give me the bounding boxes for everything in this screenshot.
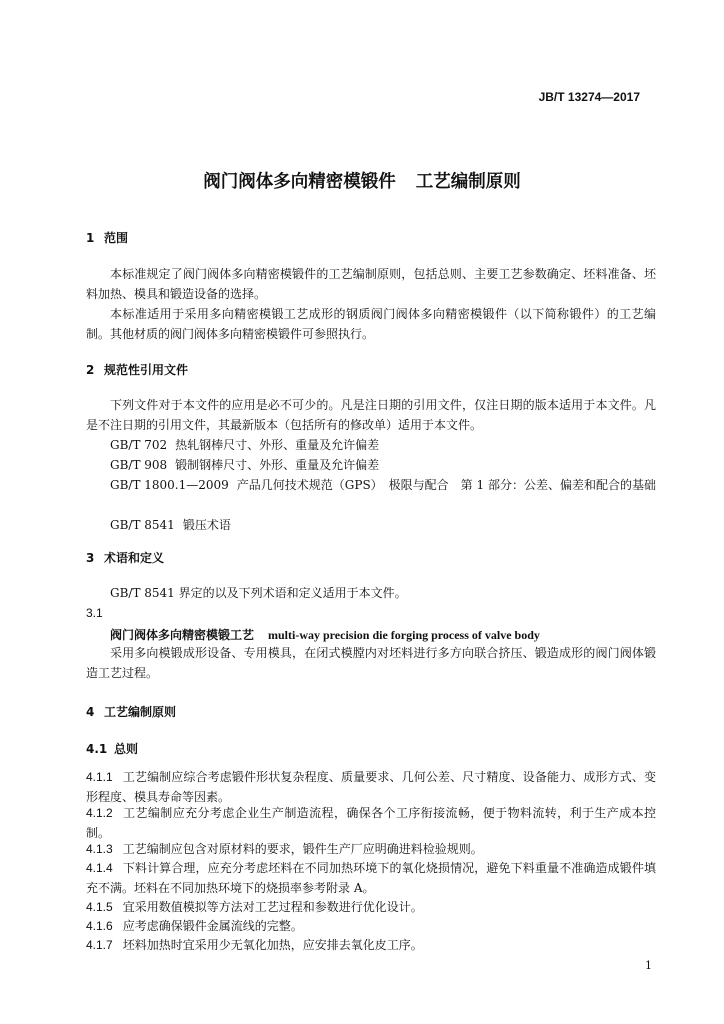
section-title: 规范性引用文件: [104, 363, 189, 377]
section-title: 术语和定义: [104, 551, 165, 565]
reference-code: GB/T 908: [110, 458, 168, 472]
clause-text: 下料计算合理，应充分考虑坯料在不同加热环境下的氧化烧损情况，避免下料重量不准确造成锻件填充不满。坯料在不同加热环境下的烧损率参考附录 A。: [86, 861, 656, 895]
reference-item: [86, 475, 656, 495]
clause-text: 工艺编制应充分考虑企业生产制造流程，确保各个工序衔接流畅，便于物料流转，利于生产成本控制。: [86, 806, 656, 840]
reference-name: 锻制钢棒尺寸、外形、重量及允许偏差: [175, 458, 380, 472]
reference-code: GB/T 1800.1—2009: [110, 478, 229, 492]
clause-number: 4.1.1: [86, 770, 113, 784]
reference-item: [110, 455, 379, 475]
section-heading-2: [86, 361, 188, 378]
section-title: 范围: [104, 231, 129, 245]
clause-4-1-5: [86, 897, 656, 917]
clause-4-1-3: [86, 839, 656, 859]
term-definition: 采用多向模锻成形设备、专用模具，在闭式模膛内对坯料进行多方向联合挤压、锻造成形的阀门阀体锻造工艺过程。: [86, 646, 656, 680]
section-number: 2: [86, 363, 95, 377]
clause-text: 坯料加热时宜采用少无氧化加热，应安排去氧化皮工序。: [122, 938, 423, 952]
section-number: 1: [86, 231, 95, 245]
standard-code: JB/T 13274—2017: [538, 90, 640, 104]
clause-4-1-4: [86, 858, 656, 898]
clause-4-1-2: [86, 803, 656, 843]
title-part-1: 阀门阀体多向精密模锻件: [203, 172, 396, 192]
section-heading-1: [86, 229, 128, 246]
clause-number: 4.1.3: [86, 842, 113, 856]
reference-item: [110, 515, 231, 535]
clause-text: 工艺编制应包含对原材料的要求，锻件生产厂应明确进料检验规则。: [122, 842, 483, 856]
section-heading-4: [86, 703, 176, 720]
clause-text: 工艺编制应综合考虑锻件形状复杂程度、质量要求、几何公差、尺寸精度、设备能力、成形方式、变形程度、模具寿命等因素。: [86, 770, 656, 804]
reference-code: GB/T 702: [110, 438, 168, 452]
clause-4-1-6: [86, 916, 656, 936]
clause-4-1-1: [86, 767, 656, 807]
clause-number: 4.1.7: [86, 938, 113, 952]
clause-text: 应考虑确保锻件金属流线的完整。: [122, 919, 303, 933]
normative-intro: 下列文件对于本文件的应用是必不可少的。凡是注日期的引用文件，仅注日期的版本适用于本文件。凡是不注日期的引用文件，其最新版本（包括所有的修改单）适用于本文件。: [86, 398, 656, 432]
title-part-2: 工艺编制原则: [415, 172, 521, 192]
reference-code: GB/T 8541: [110, 518, 175, 532]
subsection-heading-4-1: [86, 740, 138, 757]
document-title: [0, 168, 724, 193]
reference-name: 产品几何技术规范（GPS） 极限与配合 第 1 部分：公差、偏差和配合的基础: [236, 478, 656, 492]
subsection-number: 4.1: [86, 742, 108, 756]
subsection-title: 总则: [114, 742, 139, 756]
clause-text: 宜采用数值模拟等方法对工艺过程和参数进行优化设计。: [122, 900, 423, 914]
reference-name: 锻压术语: [182, 518, 231, 532]
clause-number: 4.1.6: [86, 919, 113, 933]
page-number: 1: [645, 959, 652, 972]
clause-4-1-7: [86, 935, 656, 955]
term-number: 3.1: [86, 606, 103, 620]
scope-paragraph-1: 本标准规定了阀门阀体多向精密模锻件的工艺编制原则，包括总则、主要工艺参数确定、坯料准备、坯料加热、模具和锻造设备的选择。: [86, 267, 656, 301]
term-title: [110, 626, 540, 643]
term-chinese: 阀门阀体多向精密模锻工艺: [110, 628, 255, 642]
reference-name: 热轧钢棒尺寸、外形、重量及允许偏差: [175, 438, 380, 452]
term-english: multi-way precision die forging process of valve body: [268, 628, 540, 642]
terms-intro: GB/T 8541 界定的以及下列术语和定义适用于本文件。: [110, 586, 407, 600]
section-number: 3: [86, 551, 95, 565]
section-number: 4: [86, 705, 95, 719]
section-title: 工艺编制原则: [104, 705, 177, 719]
clause-number: 4.1.2: [86, 806, 113, 820]
reference-item: [110, 435, 379, 455]
clause-number: 4.1.4: [86, 861, 113, 875]
clause-number: 4.1.5: [86, 900, 113, 914]
scope-paragraph-2: 本标准适用于采用多向精密模锻工艺成形的钢质阀门阀体多向精密模锻件（以下简称锻件）的工艺编制。其他材质的阀门阀体多向精密模锻件可参照执行。: [86, 307, 656, 341]
section-heading-3: [86, 549, 164, 566]
